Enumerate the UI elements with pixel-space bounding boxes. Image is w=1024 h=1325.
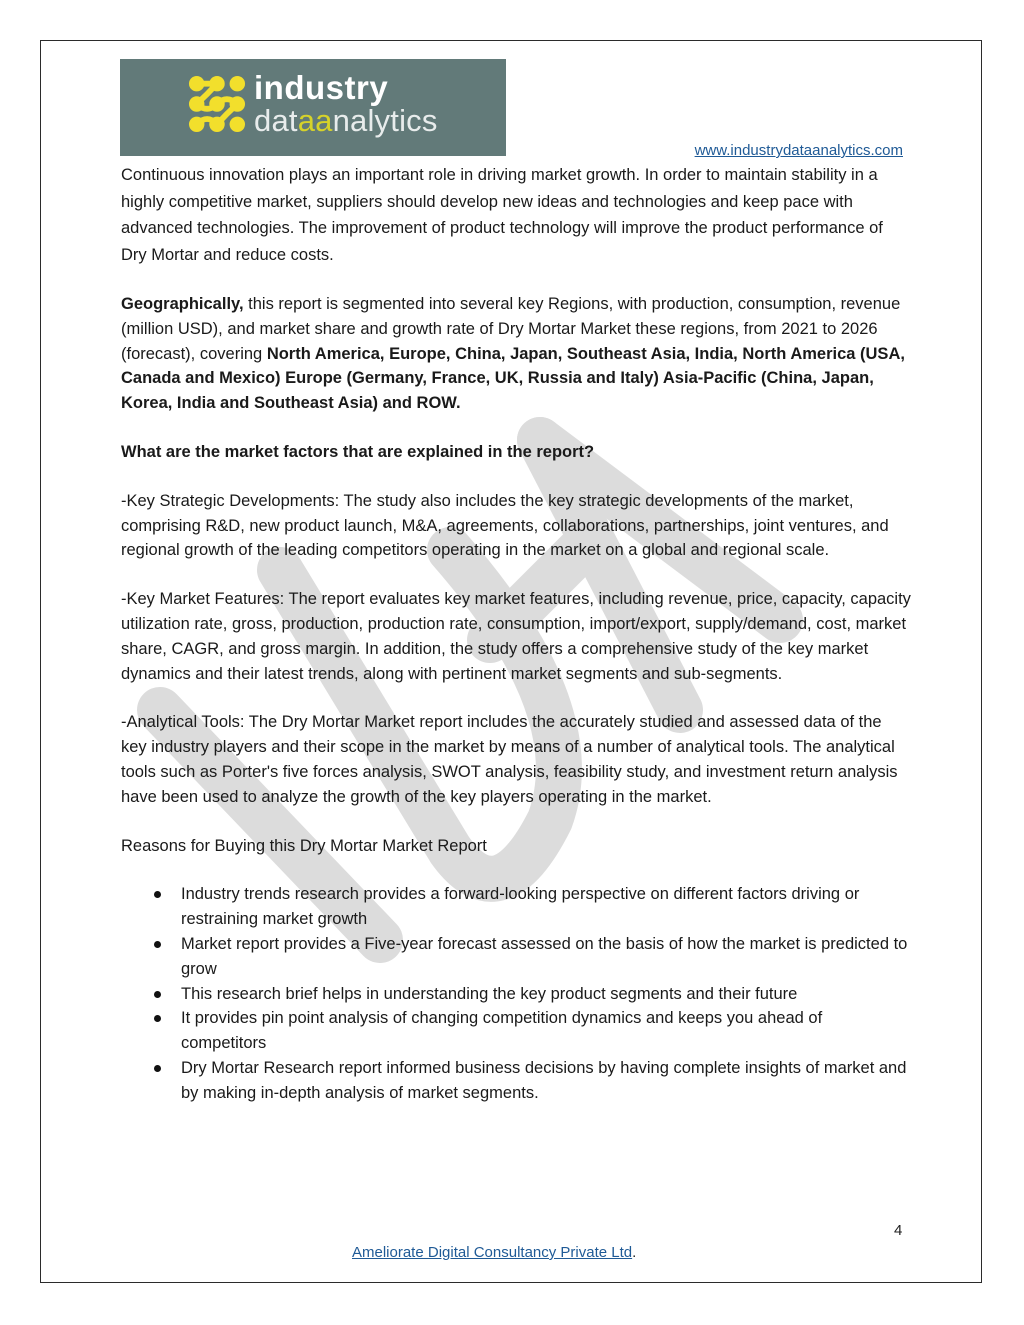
geography-paragraph — [121, 292, 911, 416]
document-body — [121, 162, 911, 1106]
market-factor-tools: -Analytical Tools: The Dry Mortar Market report includes the accurately studied and assessed data of the key industry players and their scope in the market by means of a number of analytical tools. The analytical tools such as Porter's five forces analysis, SWOT analysis, feasibility study, and investment return analysis have been used to analyze the growth of the key players operating in the market. — [121, 713, 898, 806]
company-link[interactable]: Ameliorate Digital Consultancy Private Ltd — [352, 1244, 633, 1261]
logo-dots-icon — [188, 75, 246, 133]
list-item — [121, 1056, 911, 1106]
list-item-text: Market report provides a Five-year forecast assessed on the basis of how the market is predicted to grow — [181, 934, 908, 978]
list-item — [121, 932, 911, 982]
logo-text-prefix: dat — [254, 103, 298, 138]
list-item — [121, 1006, 911, 1056]
market-factors-heading: What are the market factors that are explained in the report? — [121, 442, 595, 461]
bullet-icon — [154, 1015, 161, 1022]
bullet-icon — [154, 891, 161, 898]
logo-text-suffix: nalytics — [332, 103, 438, 138]
list-item-text: It provides pin point analysis of changing competition dynamics and keeps you ahead of competitors — [181, 1009, 823, 1053]
list-item — [121, 982, 911, 1007]
bullet-icon — [154, 1065, 161, 1072]
list-item — [121, 882, 911, 932]
geography-lead: Geographically, — [121, 295, 244, 313]
geography-regions: North America, Europe, China, Japan, Southeast Asia, India, North America (USA, Canada and Mexico) Europe (Germany, France, UK, Russia and Italy) Asia-Pacific (China, Japan, Korea, India and Southeast Asia) and ROW. — [121, 344, 905, 413]
company-logo — [120, 59, 506, 156]
bullet-icon — [154, 991, 161, 998]
list-item-text: Dry Mortar Research report informed business decisions by having complete insights of market and by making in-depth analysis of market segments. — [181, 1058, 907, 1102]
reasons-list — [121, 882, 911, 1105]
geography-text: this report is segmented into several key Regions, with production, consumption, revenue (million USD), and market share and growth rate of Dry Mortar Market these regions, from 2021 to 2026 (forecast), covering — [121, 295, 901, 363]
list-item-text: This research brief helps in understanding the key product segments and their future — [181, 984, 798, 1003]
logo-word-dataanalytics — [254, 103, 438, 139]
website-link[interactable]: www.industrydataanalytics.com — [694, 142, 903, 159]
market-factor-strategic: -Key Strategic Developments: The study also includes the key strategic developments of the market, comprising R&D, new product launch, M&A, agreements, collaborations, partnerships, joint ventures, and regional growth of the leading competitors operating in the market on a global and regional scale. — [121, 491, 889, 560]
bullet-icon — [154, 941, 161, 948]
page-number: 4 — [894, 1222, 903, 1239]
logo-text-highlight: aa — [297, 103, 333, 138]
intro-paragraph: Continuous innovation plays an important role in driving market growth. In order to maintain stability in a highly competitive market, suppliers should develop new ideas and technologies and keep pace with advanced technologies. The improvement of product technology will improve the product performance of Dry Mortar and reduce costs. — [121, 166, 883, 264]
footer — [352, 1244, 636, 1261]
footer-period: . — [632, 1244, 637, 1261]
logo-word-industry: industry — [254, 69, 389, 106]
list-item-text: Industry trends research provides a forward-looking perspective on different factors driving or restraining market growth — [181, 885, 860, 929]
market-factor-features: -Key Market Features: The report evaluates key market features, including revenue, price, capacity, capacity utilization rate, gross, production, production rate, consumption, import/export, supply/demand, cost, market share, CAGR, and gross margin. In addition, the study offers a comprehensive study of the key market dynamics and their latest trends, along with pertinent market segments and sub-segments. — [121, 590, 911, 683]
reasons-heading: Reasons for Buying this Dry Mortar Market Report — [121, 836, 487, 855]
